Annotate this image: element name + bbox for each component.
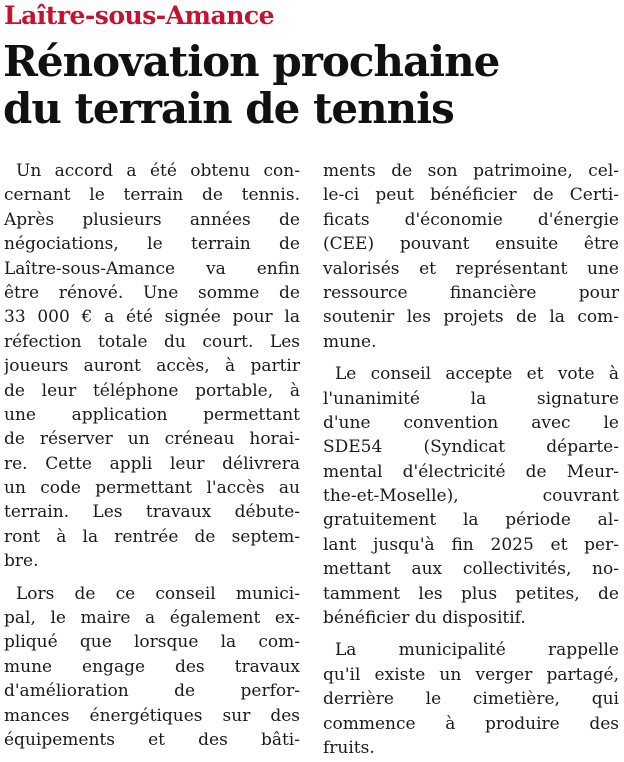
paragraph — [4, 159, 300, 574]
paragraph — [323, 362, 619, 630]
text-line: bénéficier du dispositif. — [323, 608, 526, 629]
paragraph — [4, 582, 300, 753]
article-kicker: Laître-sous-Amance — [4, 1, 275, 30]
text-line: qu'il existe un verger partagé, — [323, 664, 619, 685]
text-line: Un accord a été obtenu con- — [16, 161, 300, 181]
paragraph — [323, 159, 619, 354]
text-line: d'amélioration de perfor- — [4, 681, 300, 702]
text-line: négociations, le terrain de — [4, 234, 300, 255]
text-line: une application permettant — [4, 404, 300, 425]
text-line: 33 000 € a été signée pour la — [4, 307, 300, 328]
text-line: fruits. — [323, 737, 375, 758]
text-line: ressource financière pour — [323, 282, 619, 303]
headline-line: Rénovation prochaine — [3, 37, 500, 86]
text-line: joueurs auront accès, à partir — [4, 356, 300, 377]
text-line: de réserver un créneau horai- — [4, 429, 300, 450]
text-line: mune engage des travaux — [4, 656, 300, 677]
text-line: lant jusqu'à fin 2025 et per- — [323, 534, 619, 555]
text-line: Le conseil accepte et vote à — [335, 364, 619, 385]
text-line: pliqué que lorsque la com- — [4, 632, 300, 653]
text-line: mental d'électricité de Meur- — [323, 461, 619, 482]
article-column-right — [323, 159, 619, 760]
text-line: SDE54 (Syndicat départe- — [323, 437, 619, 458]
text-line: soutenir les projets de la com- — [323, 307, 619, 328]
text-line: tamment les plus petites, de — [323, 583, 619, 604]
text-line: mances énergétiques sur des — [4, 705, 300, 726]
text-line: ront à la rentrée de septem- — [4, 526, 300, 547]
text-line: commence à produire des — [323, 713, 619, 734]
text-line: mettant aux collectivités, no- — [323, 559, 619, 580]
text-line: être rénové. Une somme de — [4, 282, 300, 303]
text-line: cernant le terrain de tennis. — [4, 185, 300, 206]
text-line: ments de son patrimoine, cel- — [323, 161, 619, 181]
article-column-left — [4, 159, 300, 752]
text-line: derrière le cimetière, qui — [323, 689, 619, 710]
text-line: La municipalité rappelle — [335, 640, 619, 661]
article-headline — [3, 38, 623, 132]
text-line: pal, le maire a également ex- — [4, 608, 300, 629]
text-line: bre. — [4, 551, 39, 572]
text-line: valorisés et représentant une — [323, 258, 619, 279]
text-line: le-ci peut bénéficier de Certi- — [323, 185, 619, 206]
text-line: de leur téléphone portable, à — [4, 380, 300, 401]
text-line: ficats d'économie d'énergie — [323, 209, 619, 230]
text-line: d'une convention avec le — [323, 412, 619, 433]
text-line: Après plusieurs années de — [4, 209, 300, 230]
text-line: gratuitement la période al- — [323, 510, 619, 531]
text-line: terrain. Les travaux débute- — [4, 502, 300, 523]
paragraph — [323, 638, 619, 760]
text-line: équipements et des bâti- — [4, 729, 300, 750]
text-line: un code permettant l'accès au — [4, 478, 300, 499]
text-line: mune. — [323, 331, 377, 352]
headline-line: du terrain de tennis — [3, 84, 454, 133]
text-line: (CEE) pouvant ensuite être — [323, 234, 619, 255]
text-line: l'unanimité la signature — [323, 388, 619, 409]
text-line: Laître-sous-Amance va enfin — [4, 258, 300, 279]
text-line: the-et-Moselle), couvrant — [323, 486, 619, 507]
text-line: re. Cette appli leur délivrera — [4, 453, 300, 474]
text-line: réfection totale du court. Les — [4, 331, 300, 352]
text-line: Lors de ce conseil munici- — [16, 583, 300, 604]
